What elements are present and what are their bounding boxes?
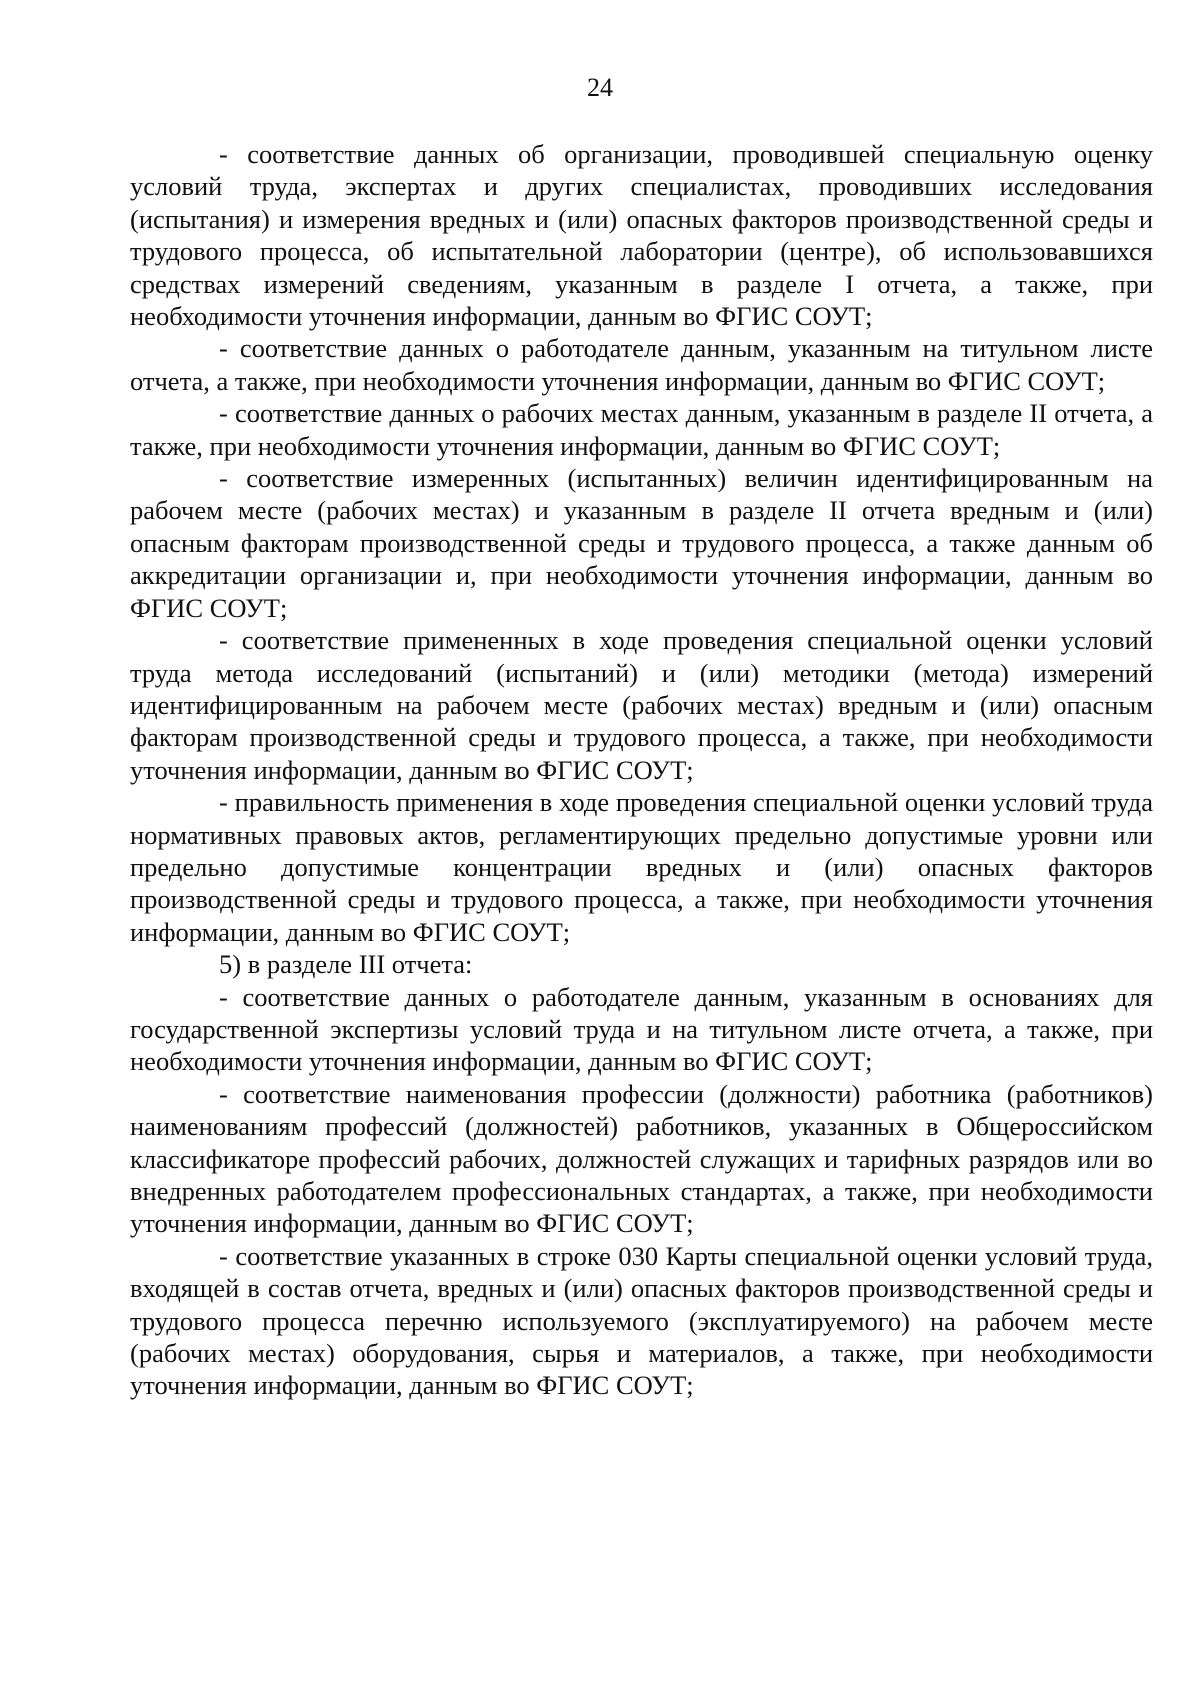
paragraph: - соответствие указанных в строке 030 Карты специальной оценки условий труда, входящей в состав отчета, вредных и (или) опасных факторов производственной среды и трудового процесса перечню используемого (эксплуатируемого) на рабочем месте (рабочих местах) оборудования, сырья и материалов, а также, при необходимости уточнения информации, данным во ФГИС СОУТ;	[130, 1240, 1153, 1401]
paragraph: 5) в разделе III отчета:	[219, 949, 473, 980]
document-body	[130, 138, 1153, 1402]
paragraph: - соответствие данных о работодателе данным, указанным на титульном листе отчета, а также, при необходимости уточнения информации, данным во ФГИС СОУТ;	[130, 333, 1153, 396]
paragraph: - соответствие наименования профессии (должности) работника (работников) наименованиям профессий (должностей) работников, указанных в Общероссийском классификаторе профессий рабочих, должностей служащих и тарифных разрядов или во внедренных работодателем профессиональных стандартах, а также, при необходимости уточнения информации, данным во ФГИС СОУТ;	[130, 1078, 1153, 1239]
paragraph: - соответствие данных об организации, проводившей специальную оценку условий труда, экспертах и других специалистах, проводивших исследования (испытания) и измерения вредных и (или) опасных факторов производственной среды и трудового процесса, об испытательной лаборатории (центре), об использовавшихся средствах измерений сведениям, указанным в разделе I отчета, а также, при необходимости уточнения информации, данным во ФГИС СОУТ;	[130, 139, 1153, 332]
paragraph: - правильность применения в ходе проведения специальной оценки условий труда нормативных правовых актов, регламентирующих предельно допустимые уровни или предельно допустимые концентрации вредных и (или) опасных факторов производственной среды и трудового процесса, а также, при необходимости уточнения информации, данным во ФГИС СОУТ;	[130, 787, 1153, 947]
paragraph: - соответствие данных о работодателе данным, указанным в основаниях для государственной экспертизы условий труда и на титульном листе отчета, а также, при необходимости уточнения информации, данным во ФГИС СОУТ;	[130, 981, 1153, 1077]
paragraph: - соответствие примененных в ходе проведения специальной оценки условий труда метода исследований (испытаний) и (или) методики (метода) измерений идентифицированным на рабочем месте (рабочих местах) вредным и (или) опасным факторам производственной среды и трудового процесса, а также, при необходимости уточнения информации, данным во ФГИС СОУТ;	[130, 625, 1153, 785]
paragraph: - соответствие измеренных (испытанных) величин идентифицированным на рабочем месте (рабочих местах) и указанным в разделе II отчета вредным и (или) опасным факторам производственной среды и трудового процесса, а также данным об аккредитации организации и, при необходимости уточнения информации, данным во ФГИС СОУТ;	[130, 463, 1153, 623]
page-number: 24	[587, 73, 613, 102]
paragraph: - соответствие данных о рабочих местах данным, указанным в разделе II отчета, а также, при необходимости уточнения информации, данным во ФГИС СОУТ;	[130, 398, 1153, 461]
